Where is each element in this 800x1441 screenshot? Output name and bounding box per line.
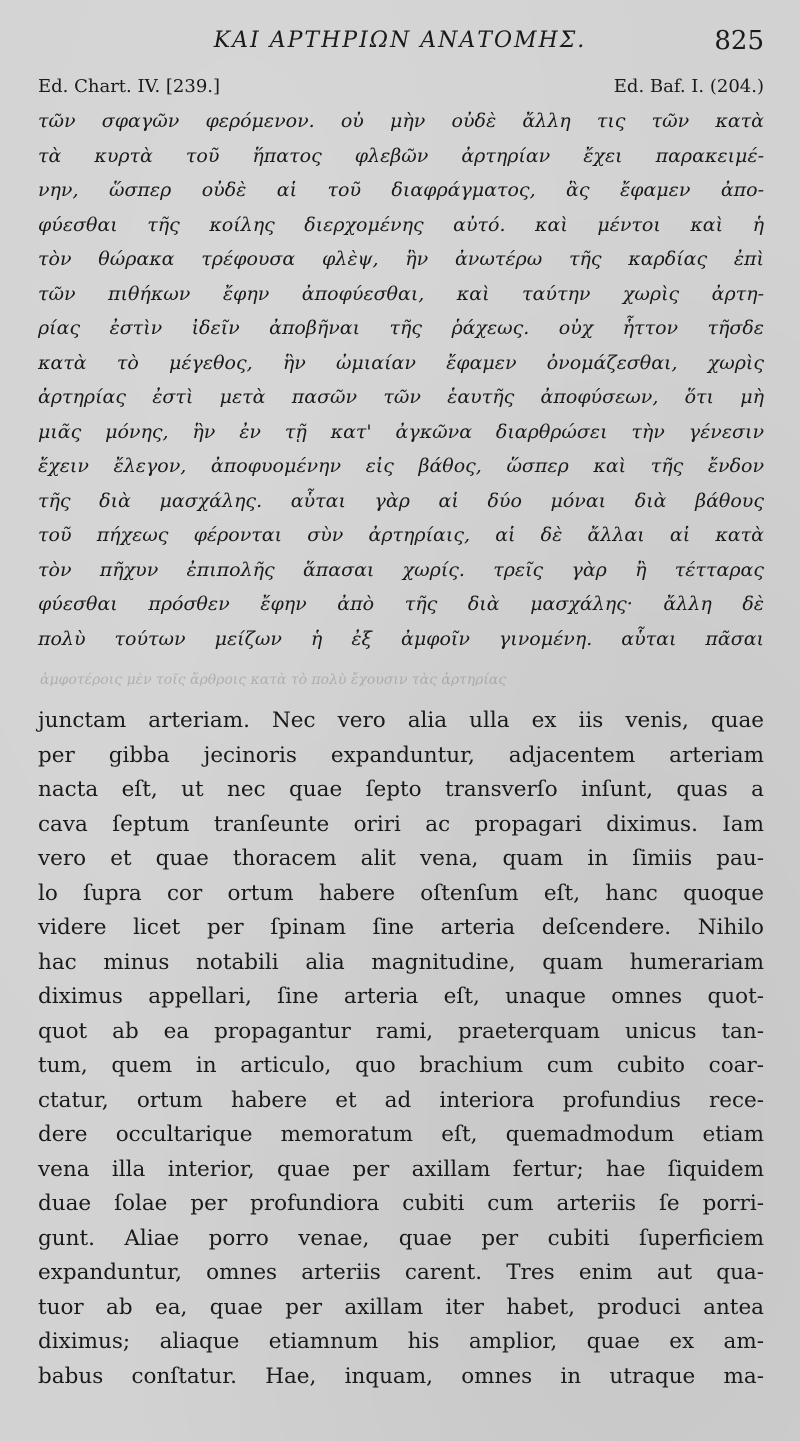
greek-line: ἀρτηρίας ἐστὶ μετὰ πασῶν τῶν ἑαυτῆς ἀποφύσεων, ὅτι μὴ (38, 386, 764, 408)
latin-line: quot ab ea propagantur rami, praeterquam unicus tan- (38, 1018, 764, 1044)
latin-line: videre licet per ſpinam ſine arteria deſcendere. Nihilo (38, 915, 764, 940)
latin-line: vero et quae thoracem alit vena, quam in ſimiis pau- (38, 846, 764, 871)
latin-line: duae ſolae per profundiora cubiti cum arteriis ſe porri- (38, 1191, 764, 1216)
latin-line: hac minus notabili alia magnitudine, quam humerariam (38, 949, 764, 975)
running-head: ΚΑΙ ΑΡΤΗΡΙΩΝ ΑΝΑΤΟΜΗΣ. (213, 28, 587, 53)
greek-line: τὸν πῆχυν ἐπιπολῆς ἅπασαι χωρίς. τρεῖς γὰρ ἢ τέτταρας (38, 558, 764, 581)
latin-line: lo ſupra cor ortum habere oſtenſum eſt, hanc quoque (38, 880, 764, 906)
latin-line: cava ſeptum tranſeunte oriri ac propagari diximus. Iam (38, 811, 764, 837)
greek-line: τῶν πιθήκων ἔφην ἀποφύεσθαι, καὶ ταύτην χωρὶς ἀρτη- (38, 282, 764, 305)
latin-line: babus conſtatur. Hae, inquam, omnes in utraque ma- (38, 1363, 764, 1389)
latin-line: per gibba jecinoris expanduntur, adjacentem arteriam (38, 742, 764, 768)
show-through-text: ἀμφοτέροις μὲν τοῖς ἄρθροις κατὰ τὸ πολὺ ἔχουσιν τὰς ἀρτηρίας (40, 672, 507, 686)
latin-line: dere occultarique memoratum eſt, quemadmodum etiam (38, 1122, 764, 1147)
greek-line: φύεσθαι πρόσθεν ἔφην ἀπὸ τῆς διὰ μασχάλης· ἄλλη δὲ (38, 593, 764, 615)
latin-line: tum, quem in articulo, quo brachium cum cubito coar- (38, 1053, 764, 1078)
greek-line: κατὰ τὸ μέγεθος, ἣν ὠμιαίαν ἔφαμεν ὀνομάζεσθαι, χωρὶς (38, 351, 764, 374)
edition-reference-line (38, 76, 764, 97)
latin-line: diximus; aliaque etiamnum his amplior, quae ex am- (38, 1329, 764, 1354)
greek-line: τὸν θώρακα τρέφουσα φλὲψ, ἣν ἀνωτέρω τῆς καρδίας ἐπὶ (38, 248, 764, 270)
latin-line: expanduntur, omnes arteriis carent. Tres enim aut qua- (38, 1260, 764, 1285)
greek-line: ἔχειν ἔλεγον, ἀποφυομένην εἰς βάθος, ὥσπερ καὶ τῆς ἔνδον (38, 455, 764, 477)
latin-line: diximus appellari, ſine arteria eſt, unaque omnes quot- (38, 984, 764, 1009)
greek-line: φύεσθαι τῆς κοίλης διερχομένης αὐτό. καὶ μέντοι καὶ ἡ (38, 213, 764, 236)
latin-line: gunt. Aliae porro venae, quae per cubiti ſuperficiem (38, 1225, 764, 1251)
greek-text-block (38, 104, 764, 656)
latin-line: nacta eſt, ut nec quae ſepto transverſo inſunt, quas a (38, 777, 764, 802)
page-number: 825 (714, 26, 764, 56)
edition-reference-right: Ed. Baf. I. (204.) (613, 76, 764, 97)
latin-line: tuor ab ea, quae per axillam iter habet, produci antea (38, 1294, 764, 1320)
greek-line: νην, ὥσπερ οὐδὲ αἱ τοῦ διαφράγματος, ἃς ἔφαμεν ἀπο- (38, 179, 764, 201)
greek-line: πολὺ τούτων μείζων ἡ ἐξ ἀμφοῖν γινομένη. αὗται πᾶσαι (38, 627, 764, 650)
latin-line: vena illa interior, quae per axillam fertur; hae ſiquidem (38, 1156, 764, 1182)
latin-text-block (38, 704, 764, 1394)
greek-line: τῆς διὰ μασχάλης. αὗται γὰρ αἱ δύο μόναι διὰ βάθους (38, 489, 764, 512)
greek-line: μιᾶς μόνης, ἣν ἐν τῇ κατ' ἀγκῶνα διαρθρώσει τὴν γένεσιν (38, 420, 764, 443)
greek-line: τὰ κυρτὰ τοῦ ἥπατος φλεβῶν ἀρτηρίαν ἔχει παρακειμέ- (38, 144, 764, 167)
edition-reference-left: Ed. Chart. IV. [239.] (38, 76, 221, 97)
latin-line: ctatur, ortum habere et ad interiora profundius rece- (38, 1087, 764, 1113)
greek-line: τῶν σφαγῶν φερόμενον. οὐ μὴν οὐδὲ ἄλλη τις τῶν κατὰ (38, 110, 764, 132)
greek-line: τοῦ πήχεως φέρονται σὺν ἀρτηρίαις, αἱ δὲ ἄλλαι αἱ κατὰ (38, 524, 764, 546)
greek-line: ρίας ἐστὶν ἰδεῖν ἀποβῆναι τῆς ῥάχεως. οὐχ ἧττον τῆσδε (38, 317, 764, 339)
latin-line: junctam arteriam. Nec vero alia ulla ex iis venis, quae (38, 708, 764, 733)
